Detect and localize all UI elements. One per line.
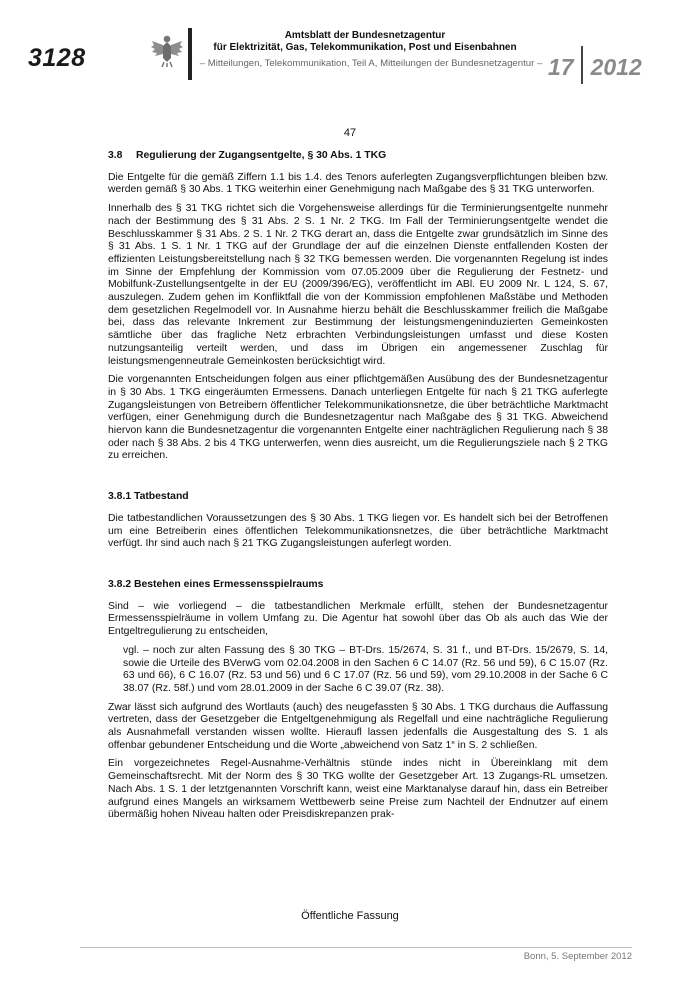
gazette-page-number: 3128 — [28, 44, 86, 72]
section-heading-3-8 — [108, 150, 608, 163]
paragraph: Die Entgelte für die gemäß Ziffern 1.1 bis 1.4. des Tenors auferlegten Zugangsverpflichtungen bleiben bzw. werden gemäß § 30 Abs. 1 TKG weiterhin einer Genehmigung nach Maßgabe des § 31 TKG unterworfen. — [108, 171, 608, 196]
public-version-label: Öffentliche Fassung — [301, 910, 399, 922]
gazette-header — [0, 0, 700, 95]
section-title: Regulierung der Zugangsentgelte, § 30 Abs. 1 TKG — [136, 150, 387, 161]
issue-divider — [581, 46, 583, 84]
federal-eagle-icon — [150, 34, 184, 68]
paragraph: Zwar lässt sich aufgrund des Wortlauts (auch) des neugefassten § 30 Abs. 1 TKG durchaus die Auffassung vertreten, dass der Gesetzgeber die Entgeltgenehmigung als Regelfall und eine nachträgliche Regulierung als Ausnahmefall verstanden wissen wollte. Hieraufl lassen jedenfalls die Ausgestaltung des S. 1 als offenbar gebundener Entscheidung und die Worte „abweichend von Satz 1“ in S. 2 schließen. — [108, 701, 608, 751]
issue-block — [548, 46, 642, 84]
issue-number: 17 — [548, 54, 574, 80]
section-heading-3-8-1: 3.8.1 Tatbestand — [108, 491, 189, 503]
paragraph: Sind – wie vorliegend – die tatbestandlichen Merkmale erfüllt, stehen der Bundesnetzagentur Ermessensspielräume in vollem Umfang zu. Die Agentur hat sowohl über das Ob als auch das Wie der Entgeltregulierung zu entscheiden, — [108, 600, 608, 638]
footer-divider — [80, 947, 632, 948]
citation-block: vgl. – noch zur alten Fassung des § 30 TKG – BT-Drs. 15/2674, S. 31 f., und BT-Drs. 15/2679, S. 14, sowie die Urteile des BVerwG vom 02.04.2008 in den Sachen 6 C 14.07 (Rz. 56 und 59), 6 C 15.07 (Rz. 63 und 66), 6 C 16.07 (Rz. 53 und 56) und 6 C 17.07 (Rz. 56 und 59), vom 29.10.2008 in der Sache 6 C 38.07 (Rz. 58f.) und vom 28.01.2009 in der Sache 6 C 39.07 (Rz. 38). — [123, 644, 608, 694]
section-number: 3.8 — [108, 150, 123, 161]
document-body — [108, 150, 608, 828]
section-heading-3-8-2: 3.8.2 Bestehen eines Ermessensspielraums — [108, 578, 324, 590]
issue-year: 2012 — [590, 54, 642, 80]
header-divider — [188, 28, 192, 80]
gazette-title-line2: für Elektrizität, Gas, Telekommunikation, Post und Eisenbahnen — [213, 42, 517, 53]
paragraph: Die vorgenannten Entscheidungen folgen aus einer pflichtgemäßen Ausübung des der Bundesnetzagentur in § 30 Abs. 1 TKG eingeräumten Ermessens. Danach unterliegen Entgelte für nach § 21 TKG auferlegte Zugangsleistungen von Betreibern öffentlicher Telekommunikationsnetze, die über beträchtliche Marktmacht verfügen, einer Genehmigung durch die Bundesnetzagentur nach Maßgabe des § 31 TKG. Abweichend hiervon kann die Bundesnetzagentur die vorgenannten Entgelte einer nachträglichen Regulierung nach § 38 oder nach § 38 Abs. 2 bis 4 TKG unterwerfen, wenn dies ausreicht, um die Regulierungsziele nach § 2 TKG zu erreichen. — [108, 374, 608, 462]
publication-date: Bonn, 5. September 2012 — [523, 951, 632, 962]
document-page-number: 47 — [343, 127, 357, 139]
paragraph: Innerhalb des § 31 TKG richtet sich die Vorgehensweise allerdings für die Terminierungsentgelte nunmehr nach der Bestimmung des § 31 Abs. 2 S. 1 Nr. 2 TKG. Im Fall der Terminierungsentgelte wendet die Beschlusskammer § 31 Abs. 2 S. 1 Nr. 2 TKG derart an, dass die Entgelte zwar grundsätzlich im Sinne des § 31 Abs. 1 S. 1 Nr. 1 TKG auf der Grundlage der auf die einzelnen Dienste entfallenden Kosten der effizienten Leistungsbereitstellung nach § 32 TKG bemessen werden. Die vorgenannten Regelung ist indes im Sinne der Empfehlung der Kommission vom 07.05.2009 über die Regulierung der Festnetz- und Mobilfunk-Zustellungsentgelte in der EU (2009/396/EG), veröffentlicht im ABl. EU 2009 Nr. L 124, S. 67, auszulegen. Zudem gehen im Konfliktfall die von der Kommission empfohlenen Maßstäbe und Methoden dem gesetzlichen Regelmodell vor. In Ausnahme hierzu behält die Beschlusskammer freilich die Maßgabe bei, dass das relevante Inkrement zur Bestimmung der leistungsmengeninduzierten Gemeinkosten sämtliche über das fragliche Netz erbrachten Verbindungsleistungen umfasst und diese Kosten nutzungsanteilig verteilt werden, und dass im Übrigen ein angemessener Zuschlag für leistungsmengenneutrale Gemeinkosten berücksichtigt wird. — [108, 203, 608, 367]
gazette-subtitle: – Mitteilungen, Telekommunikation, Teil A, Mitteilungen der Bundesnetzagentur – — [199, 58, 543, 69]
paragraph: Die tatbestandlichen Voraussetzungen des § 30 Abs. 1 TKG liegen vor. Es handelt sich bei der Betroffenen um eine Betreiberin eines öffentlichen Telekommunikationsnetzes, die über beträchtliche Marktmacht verfügt. Ihr sind auch nach § 21 TKG Zugangsleistungen auferlegt worden. — [108, 512, 608, 550]
paragraph: Ein vorgezeichnetes Regel-Ausnahme-Verhältnis stünde indes nicht in Übereinklang mit dem Gemeinschaftsrecht. Mit der Norm des § 30 TKG wollte der Gesetzgeber Art. 13 Zugangs-RL umsetzen. Nach Abs. 1 S. 1 der letztgenannten Vorschrift kann, weist eine Marktanalyse darauf hin, dass ein Betreiber aufgrund eines Mangels an wirksamem Wettbewerb seine Preise zum Nachteil der Endnutzer auf einem übermäßig hohen Niveau halten oder Preisdiskrepanzen prak- — [108, 758, 608, 821]
gazette-title — [200, 30, 530, 54]
gazette-title-line1: Amtsblatt der Bundesnetzagentur — [284, 30, 446, 41]
